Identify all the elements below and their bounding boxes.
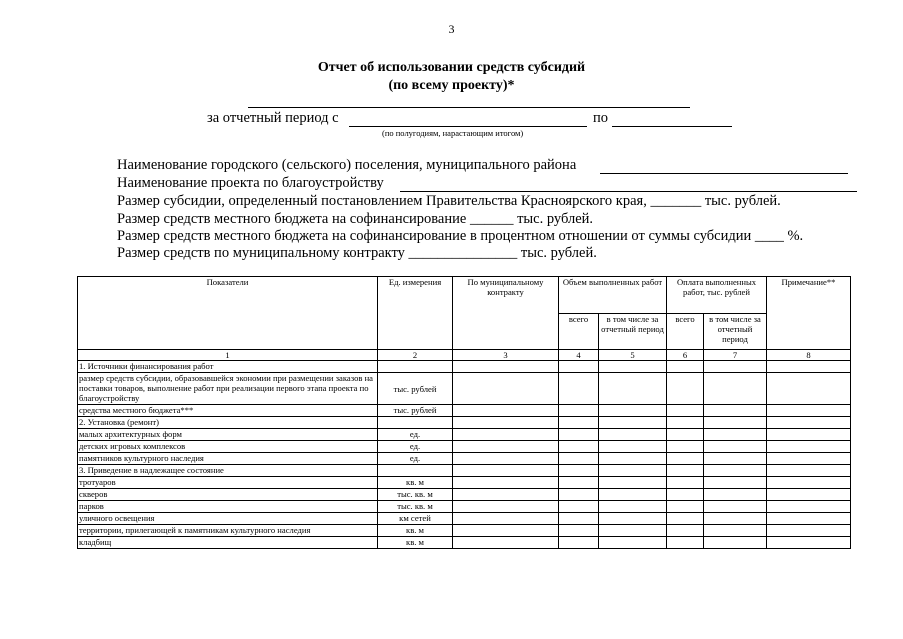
table-row <box>78 525 851 537</box>
value-cell[interactable] <box>559 489 599 501</box>
value-cell[interactable] <box>704 417 767 429</box>
value-cell[interactable] <box>453 477 559 489</box>
table-row <box>78 453 851 465</box>
local-budget-line: Размер средств местного бюджета на софинансирование ______ тыс. рублей. <box>117 211 594 227</box>
value-cell[interactable] <box>704 501 767 513</box>
value-cell[interactable] <box>453 429 559 441</box>
row-label: 2. Установка (ремонт) <box>78 417 378 429</box>
value-cell[interactable] <box>453 537 559 549</box>
value-cell[interactable] <box>667 537 704 549</box>
row-unit: тыс. кв. м <box>378 489 453 501</box>
value-cell[interactable] <box>599 429 667 441</box>
value-cell[interactable] <box>599 477 667 489</box>
contract-line: Размер средств по муниципальному контракту _______________ тыс. рублей. <box>117 245 597 261</box>
value-cell[interactable] <box>667 405 704 417</box>
row-unit: км сетей <box>378 513 453 525</box>
report-table <box>77 276 851 549</box>
row-label: малых архитектурных форм <box>78 429 378 441</box>
value-cell[interactable] <box>559 405 599 417</box>
row-label: средства местного бюджета*** <box>78 405 378 417</box>
value-cell[interactable] <box>599 465 667 477</box>
header-unit: Ед. измерения <box>378 277 453 350</box>
value-cell[interactable] <box>559 513 599 525</box>
value-cell[interactable] <box>704 489 767 501</box>
value-cell[interactable] <box>704 373 767 405</box>
value-cell[interactable] <box>704 513 767 525</box>
row-label: 3. Приведение в надлежащее состояние <box>78 465 378 477</box>
value-cell[interactable] <box>667 373 704 405</box>
row-unit: кв. м <box>378 525 453 537</box>
value-cell[interactable] <box>453 525 559 537</box>
value-cell[interactable] <box>559 501 599 513</box>
project-field[interactable] <box>400 191 857 192</box>
value-cell[interactable] <box>453 361 559 373</box>
municipality-label: Наименование городского (сельского) поселения, муниципального района <box>117 157 577 173</box>
value-cell[interactable] <box>704 537 767 549</box>
title-underline <box>248 107 690 108</box>
row-label: тротуаров <box>78 477 378 489</box>
value-cell[interactable] <box>704 477 767 489</box>
value-cell[interactable] <box>599 441 667 453</box>
row-unit: тыс. кв. м <box>378 501 453 513</box>
header-payment: Оплата выполненных работ, тыс. рублей <box>667 277 767 314</box>
value-cell[interactable] <box>667 477 704 489</box>
table-row <box>78 513 851 525</box>
report-subtitle: (по всему проекту)* <box>388 78 515 93</box>
row-unit <box>378 361 453 373</box>
report-title: Отчет об использовании средств субсидий <box>317 60 586 75</box>
value-cell[interactable] <box>599 525 667 537</box>
header-payment-period: в том числе за отчетный период <box>704 314 767 350</box>
row-label: размер средств субсидии, образовавшейся экономии при размещении заказов на поставки товаров, выполнение работ при реализации первого этапа проекта по благоустройству <box>78 373 378 405</box>
value-cell[interactable] <box>559 361 599 373</box>
row-unit: ед. <box>378 441 453 453</box>
value-cell[interactable] <box>453 465 559 477</box>
value-cell[interactable] <box>453 489 559 501</box>
col-number: 8 <box>767 350 851 361</box>
value-cell[interactable] <box>599 501 667 513</box>
value-cell[interactable] <box>453 405 559 417</box>
table-row <box>78 405 851 417</box>
value-cell[interactable] <box>599 373 667 405</box>
value-cell[interactable] <box>453 373 559 405</box>
table-row <box>78 373 851 405</box>
value-cell[interactable] <box>767 537 851 549</box>
row-unit: кв. м <box>378 537 453 549</box>
row-unit: тыс. рублей <box>378 405 453 417</box>
value-cell[interactable] <box>767 465 851 477</box>
value-cell[interactable] <box>767 513 851 525</box>
value-cell[interactable] <box>599 361 667 373</box>
value-cell[interactable] <box>559 525 599 537</box>
project-label: Наименование проекта по благоустройству <box>117 175 384 191</box>
value-cell[interactable] <box>599 405 667 417</box>
value-cell[interactable] <box>599 489 667 501</box>
row-label: 1. Источники финансирования работ <box>78 361 378 373</box>
row-label: парков <box>78 501 378 513</box>
value-cell[interactable] <box>767 373 851 405</box>
municipality-field[interactable] <box>600 173 848 174</box>
value-cell[interactable] <box>767 417 851 429</box>
header-volume: Объем выполненных работ <box>559 277 667 314</box>
value-cell[interactable] <box>599 453 667 465</box>
value-cell[interactable] <box>453 453 559 465</box>
period-to-label: по <box>593 110 609 126</box>
col-number: 6 <box>667 350 704 361</box>
period-from-field[interactable] <box>349 126 587 127</box>
value-cell[interactable] <box>453 513 559 525</box>
table-row <box>78 361 851 373</box>
table-row <box>78 441 851 453</box>
table-row <box>78 429 851 441</box>
header-contract: По муниципальному контракту <box>453 277 559 350</box>
value-cell[interactable] <box>599 537 667 549</box>
value-cell[interactable] <box>599 513 667 525</box>
value-cell[interactable] <box>667 513 704 525</box>
row-label: детских игровых комплексов <box>78 441 378 453</box>
header-volume-total: всего <box>559 314 599 350</box>
value-cell[interactable] <box>767 441 851 453</box>
table-row <box>78 489 851 501</box>
table-row <box>78 477 851 489</box>
table-row <box>78 417 851 429</box>
value-cell[interactable] <box>667 501 704 513</box>
value-cell[interactable] <box>559 441 599 453</box>
value-cell[interactable] <box>704 405 767 417</box>
period-from-label: за отчетный период с <box>207 110 339 126</box>
value-cell[interactable] <box>453 417 559 429</box>
col-number: 7 <box>704 350 767 361</box>
col-number: 4 <box>559 350 599 361</box>
header-indicators: Показатели <box>78 277 378 350</box>
header-note: Примечание** <box>767 277 851 350</box>
row-unit <box>378 417 453 429</box>
value-cell[interactable] <box>667 361 704 373</box>
col-number: 3 <box>453 350 559 361</box>
row-unit <box>378 465 453 477</box>
value-cell[interactable] <box>559 465 599 477</box>
row-unit: ед. <box>378 453 453 465</box>
value-cell[interactable] <box>767 477 851 489</box>
value-cell[interactable] <box>704 465 767 477</box>
row-unit: ед. <box>378 429 453 441</box>
value-cell[interactable] <box>667 417 704 429</box>
value-cell[interactable] <box>704 361 767 373</box>
value-cell[interactable] <box>453 501 559 513</box>
value-cell[interactable] <box>767 525 851 537</box>
value-cell[interactable] <box>559 429 599 441</box>
value-cell[interactable] <box>704 429 767 441</box>
value-cell[interactable] <box>559 373 599 405</box>
value-cell[interactable] <box>767 501 851 513</box>
value-cell[interactable] <box>559 417 599 429</box>
value-cell[interactable] <box>704 525 767 537</box>
value-cell[interactable] <box>667 465 704 477</box>
page-number: 3 <box>448 22 455 36</box>
value-cell[interactable] <box>559 453 599 465</box>
value-cell[interactable] <box>667 453 704 465</box>
row-label: уличного освещения <box>78 513 378 525</box>
value-cell[interactable] <box>767 361 851 373</box>
table-row <box>78 465 851 477</box>
row-unit: тыс. рублей <box>378 373 453 405</box>
row-label: кладбищ <box>78 537 378 549</box>
row-label: памятников культурного наследия <box>78 453 378 465</box>
row-unit: кв. м <box>378 477 453 489</box>
value-cell[interactable] <box>667 429 704 441</box>
value-cell[interactable] <box>667 441 704 453</box>
col-number: 5 <box>599 350 667 361</box>
period-to-field[interactable] <box>612 126 732 127</box>
header-volume-period: в том числе за отчетный период <box>599 314 667 350</box>
header-payment-total: всего <box>667 314 704 350</box>
value-cell[interactable] <box>559 477 599 489</box>
value-cell[interactable] <box>559 537 599 549</box>
value-cell[interactable] <box>767 429 851 441</box>
value-cell[interactable] <box>767 453 851 465</box>
col-number: 1 <box>78 350 378 361</box>
subsidy-line: Размер субсидии, определенный постановлением Правительства Красноярского края, _______ тыс. рублей. <box>117 193 781 209</box>
row-label: территории, прилегающей к памятникам культурного наследия <box>78 525 378 537</box>
value-cell[interactable] <box>453 441 559 453</box>
value-cell[interactable] <box>767 405 851 417</box>
value-cell[interactable] <box>599 417 667 429</box>
local-percent-line: Размер средств местного бюджета на софинансирование в процентном отношении от суммы субсидии ____ %. <box>117 228 804 244</box>
period-note: (по полугодиям, нарастающим итогом) <box>382 128 524 138</box>
value-cell[interactable] <box>767 489 851 501</box>
table-row <box>78 501 851 513</box>
table-row <box>78 537 851 549</box>
value-cell[interactable] <box>667 489 704 501</box>
value-cell[interactable] <box>704 441 767 453</box>
col-number: 2 <box>378 350 453 361</box>
row-label: скверов <box>78 489 378 501</box>
value-cell[interactable] <box>667 525 704 537</box>
value-cell[interactable] <box>704 453 767 465</box>
